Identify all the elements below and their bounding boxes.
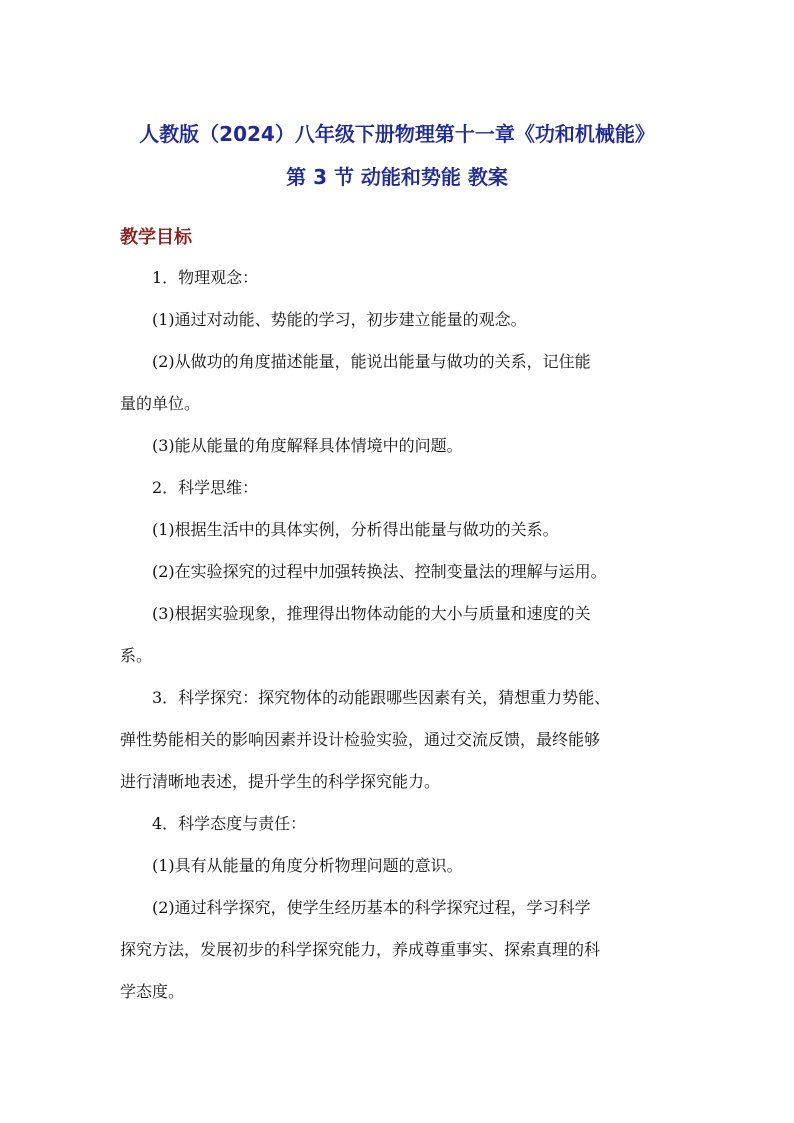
paragraph-line: (3)能从能量的角度解释具体情境中的问题。 — [152, 436, 463, 455]
paragraph-line: (3)根据实验现象，推理得出物体动能的大小与质量和速度的关 — [152, 604, 591, 623]
paragraph-line: 2．科学思维： — [152, 478, 259, 497]
paragraph-line: 3．科学探究：探究物体的动能跟哪些因素有关，猜想重力势能、 — [152, 688, 611, 707]
paragraph-line: (1)通过对动能、势能的学习，初步建立能量的观念。 — [152, 310, 527, 329]
paragraph-line: (2)通过科学探究，使学生经历基本的科学探究过程，学习科学 — [152, 898, 591, 917]
paragraph-line: 系。 — [120, 646, 153, 665]
paragraph-line: (2)从做功的角度描述能量，能说出能量与做功的关系，记住能 — [152, 352, 591, 371]
paragraph-line: (1)根据生活中的具体实例，分析得出能量与做功的关系。 — [152, 520, 559, 539]
document-title-line-1: 人教版（2024）八年级下册物理第十一章《功和机械能》 — [139, 122, 655, 146]
paragraph-line: 弹性势能相关的影响因素并设计检验实验，通过交流反馈，最终能够 — [120, 730, 601, 749]
paragraph-line: 探究方法，发展初步的科学探究能力，养成尊重事实、探索真理的科 — [120, 940, 601, 959]
document-title-line-2: 第 3 节 动能和势能 教案 — [286, 165, 508, 189]
paragraph-line: 进行清晰地表述，提升学生的科学探究能力。 — [120, 772, 441, 791]
paragraph-line: (1)具有从能量的角度分析物理问题的意识。 — [152, 856, 463, 875]
paragraph-line: 4．科学态度与责任： — [152, 814, 307, 833]
paragraph-line: (2)在实验探究的过程中加强转换法、控制变量法的理解与运用。 — [152, 562, 607, 581]
section-heading-teaching-objectives: 教学目标 — [120, 227, 192, 248]
paragraph-line: 量的单位。 — [120, 394, 201, 413]
paragraph-line: 1．物理观念： — [152, 268, 259, 287]
paragraph-line: 学态度。 — [120, 982, 185, 1001]
